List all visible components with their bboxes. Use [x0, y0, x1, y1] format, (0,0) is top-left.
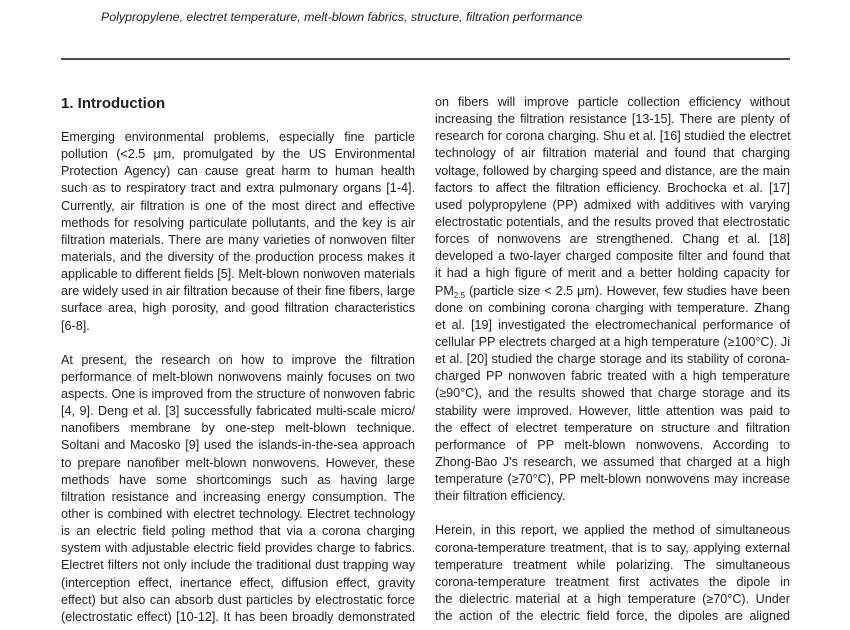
text-line: surface area, high porosity, and good filtration characteristics — [61, 301, 415, 316]
pm-line-rest: (particle size < 2.5 μm). However, few studies have been — [465, 283, 790, 298]
paragraph-1 — [61, 129, 415, 335]
text-line: is an electric field poling method that via a corona charging — [61, 524, 415, 539]
text-line: developed a two-layer charged composite filter and found that — [435, 249, 790, 264]
text-line: the effect of electret temperature on structure and filtration — [435, 420, 790, 435]
text-line: performance of PP melt-blown nonwovens. According to — [435, 437, 790, 452]
text-line: voltage, followed by charging speed and distance, are the main — [435, 163, 790, 178]
pm-label: PM — [435, 283, 454, 298]
horizontal-rule — [61, 58, 790, 60]
text-line: Protection Agency) can cause great harm to human health — [61, 164, 415, 179]
text-line: on fibers will improve particle collection efficiency without — [435, 95, 790, 109]
text-line: methods for resolving particulate pollutants, and the key is air — [61, 215, 415, 230]
text-line: technology of air filtration material and found that charging — [435, 146, 790, 161]
text-line: the action of the electric field force, the dipoles are aligned — [435, 609, 790, 624]
text-line: performance of melt-blown nonwovens mainly focuses on two — [61, 369, 415, 384]
text-line: Herein, in this report, we applied the method of simultaneous — [435, 523, 790, 538]
text-line: are widely used in air filtration because of their fine fibers, large — [61, 284, 415, 299]
text-line: At present, the research on how to improve the filtration — [61, 352, 415, 367]
text-line: aspects. One is improved from the structure of nonwoven fabric — [61, 386, 415, 401]
text-line: pollution (<2.5 μm, promulgated by the US Environmental — [61, 147, 415, 162]
text-line: Soltani and Macosko [9] used the islands-in-the-sea approach — [61, 438, 415, 453]
text-line: used polypropylene (PP) admixed with additives with varying — [435, 197, 790, 212]
text-line: et al. [19] investigated the electromechanical performance of — [435, 317, 790, 332]
text-line: the dielectric material at a high temperature (≥70°C). Under — [435, 591, 790, 606]
text-line: applicable to different fields [5]. Melt-blown nonwoven materials — [61, 267, 415, 282]
text-line: other is combined with electret technology. Electret technology — [61, 506, 415, 521]
text-line: et al. [20] studied the charge storage and its stability of corona- — [435, 352, 790, 367]
text-line: such as to respiratory tract and extra pulmonary organs [1-4]. — [61, 181, 415, 196]
text-line: it had a high figure of merit and a better holding capacity for — [435, 266, 790, 281]
text-line: their filtration efficiency. — [435, 489, 566, 504]
text-line: temperature treatment while polarizing. The simultaneous — [435, 557, 790, 572]
text-line: done on combining corona charging with temperature. Zhang — [435, 300, 790, 315]
text-line: [6-8]. — [61, 318, 90, 333]
text-line: filtration resistance and increasing energy consumption. The — [61, 489, 415, 504]
left-column — [61, 95, 415, 626]
text-line: factors to affect the filtration efficiency. Brochocka et al. [17] — [435, 180, 790, 195]
text-line: charged PP nonwoven fabric treated with a high temperature — [435, 369, 790, 384]
text-line: (≥90°C), and the results showed that charge storage and its — [435, 386, 790, 401]
text-line: (electrostatic effect) [10-12]. It has been broadly demonstrated — [61, 609, 415, 624]
text-line: forces of nonwovens are strengthened. Chang et al. [18] — [435, 232, 790, 247]
right-column — [435, 94, 790, 625]
paragraph-3 — [435, 94, 790, 505]
text-line: system with adjustable electric field provides charge to fabrics. — [61, 541, 415, 556]
text-line: [4, 9]. Deng et al. [3] successfully fabricated multi-scale micro/ — [61, 404, 415, 419]
text-line: filtration materials. There are many varieties of nonwoven filter — [61, 232, 415, 247]
text-line: cellular PP electrets charged at a high temperature (≥100°C). Ji — [435, 334, 790, 349]
text-line: effect) but also can absorb dust particles by electrostatic force — [61, 592, 415, 607]
pm25-line — [435, 283, 790, 300]
text-line: Zhong-Bao J's research, we assumed that charged at a high — [435, 454, 790, 469]
text-line: methods have some shortcomings such as having large — [61, 472, 415, 487]
text-line: increasing the filtration resistance [13-15]. There are plenty of — [435, 112, 790, 127]
pm-subscript: 2.5 — [453, 290, 466, 300]
text-line: materials, and the diversity of the production process makes it — [61, 249, 415, 264]
text-line: electrostatic potentials, and the results proved that electrostatic — [435, 214, 790, 229]
text-line: to prepare nanofiber melt-blown nonwovens. However, these — [61, 455, 415, 470]
section-heading: 1. Introduction — [61, 95, 166, 112]
keywords-line: Polypropylene, electret temperature, melt-blown fabrics, structure, filtration performance — [101, 10, 583, 24]
text-line: nanofibers membrane by one-step melt-blown technique. — [61, 421, 415, 436]
text-line: (interception effect, inertance effect, diffusion effect, gravity — [61, 575, 415, 590]
text-line: stability were improved. However, little attention was paid to — [435, 403, 790, 418]
paragraph-4 — [435, 522, 790, 625]
text-line: corona-temperature treatment first activates the dipole in — [435, 574, 790, 589]
text-line: corona-temperature treatment, that is to say, applying external — [435, 540, 790, 555]
text-line: Electret filters not only include the traditional dust trapping way — [61, 558, 415, 573]
text-line: research for corona charging. Shu et al. [16] studied the electret — [435, 129, 791, 144]
paragraph-2 — [61, 352, 415, 626]
text-line: Currently, air filtration is one of the most direct and effective — [61, 198, 415, 213]
text-line: Emerging environmental problems, especially fine particle — [61, 130, 415, 144]
text-line: temperature (≥70°C), PP melt-blown nonwovens may increase — [435, 472, 790, 487]
